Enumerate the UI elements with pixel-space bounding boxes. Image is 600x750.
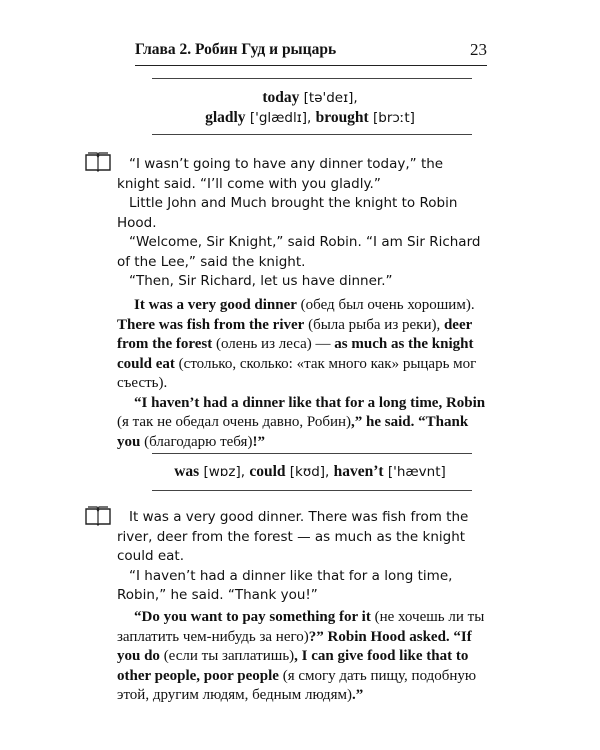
english-phrase: , I can give food like that to other people, poor people bbox=[117, 648, 469, 684]
open-book-icon bbox=[85, 152, 111, 172]
english-phrase: deer from the forest bbox=[117, 316, 473, 352]
divider bbox=[152, 134, 472, 135]
english-phrase: There was fish from the river bbox=[117, 316, 305, 333]
russian-gloss: (если ты заплатишь) bbox=[159, 648, 295, 664]
english-phrase: ?” Robin Hood asked. “If you do bbox=[117, 628, 472, 664]
transcription: ['glædlɪ], bbox=[245, 110, 316, 126]
russian-gloss: (была рыба из реки), bbox=[304, 316, 444, 333]
chapter-title: Глава 2. Робин Гуд и рыцарь bbox=[135, 41, 337, 58]
vocab-block-2 bbox=[140, 462, 480, 482]
text-paragraph: “Then, Sir Richard, let us have dinner.” bbox=[129, 273, 393, 289]
plain-text-2 bbox=[117, 508, 489, 606]
english-phrase: It was a very good dinner bbox=[134, 297, 297, 313]
russian-gloss: (обед был очень хорошим). bbox=[296, 297, 475, 313]
vocab-word: could bbox=[249, 463, 286, 480]
russian-gloss: (столько, сколько: «так много как» рыцарь мог съесть). bbox=[117, 355, 477, 391]
page-number: 23 bbox=[470, 40, 487, 59]
open-book-icon bbox=[85, 506, 111, 526]
vocab-line bbox=[140, 88, 480, 108]
text-paragraph bbox=[117, 296, 489, 394]
divider bbox=[152, 453, 472, 454]
text-paragraph bbox=[117, 394, 489, 453]
russian-gloss: (я смогу дать пищу, подобную этой, другим людям, бедным людям) bbox=[117, 667, 477, 703]
vocab-word: was bbox=[174, 463, 200, 480]
text-paragraph: “I haven’t had a dinner like that for a long time, Robin,” he said. “Thank you!” bbox=[117, 567, 453, 603]
russian-gloss: (я так не обедал очень давно, Робин) bbox=[117, 414, 352, 430]
transcription: [tə'deɪ], bbox=[299, 90, 358, 106]
text-paragraph bbox=[117, 608, 489, 706]
page-header bbox=[135, 41, 487, 65]
transcription: [wɒz], bbox=[199, 464, 250, 480]
russian-gloss: (благодарю тебя) bbox=[140, 433, 253, 450]
russian-gloss: (олень из леса) — bbox=[212, 336, 335, 352]
english-phrase: .” bbox=[351, 687, 364, 703]
bilingual-text-1 bbox=[117, 296, 489, 452]
transcription: [brɔːt] bbox=[368, 110, 415, 126]
text-paragraph: It was a very good dinner. There was fish from the river, deer from the forest — as much as the knight could eat. bbox=[117, 509, 469, 564]
vocab-block-1 bbox=[140, 88, 480, 128]
transcription: ['hævnt] bbox=[383, 464, 446, 480]
russian-gloss: (не хочешь ли ты заплатить чем-нибудь за него) bbox=[117, 609, 485, 645]
header-rule bbox=[135, 65, 487, 66]
vocab-line bbox=[140, 462, 480, 482]
vocab-line bbox=[140, 108, 480, 128]
english-phrase: ,” he said. “Thank you bbox=[117, 414, 469, 450]
divider bbox=[152, 78, 472, 79]
vocab-word: today bbox=[262, 89, 300, 106]
english-phrase: “Do you want to pay something for it bbox=[134, 609, 371, 625]
plain-text-1 bbox=[117, 155, 489, 292]
english-phrase: as much as the knight could eat bbox=[117, 336, 474, 372]
english-phrase: “I haven’t had a dinner like that for a long time, Robin bbox=[134, 394, 486, 411]
text-paragraph: Little John and Much brought the knight to Robin Hood. bbox=[117, 195, 458, 231]
divider bbox=[152, 490, 472, 491]
vocab-word: haven’t bbox=[333, 463, 384, 480]
vocab-word: brought bbox=[315, 109, 369, 126]
bilingual-text-2 bbox=[117, 608, 489, 706]
vocab-word: gladly bbox=[205, 109, 246, 126]
english-phrase: !” bbox=[252, 433, 265, 450]
text-paragraph: “I wasn’t going to have any dinner today,” the knight said. “I’ll come with you gladly.” bbox=[117, 156, 444, 192]
transcription: [kʊd], bbox=[285, 464, 334, 480]
text-paragraph: “Welcome, Sir Knight,” said Robin. “I am Sir Richard of the Lee,” said the knight. bbox=[117, 234, 481, 270]
